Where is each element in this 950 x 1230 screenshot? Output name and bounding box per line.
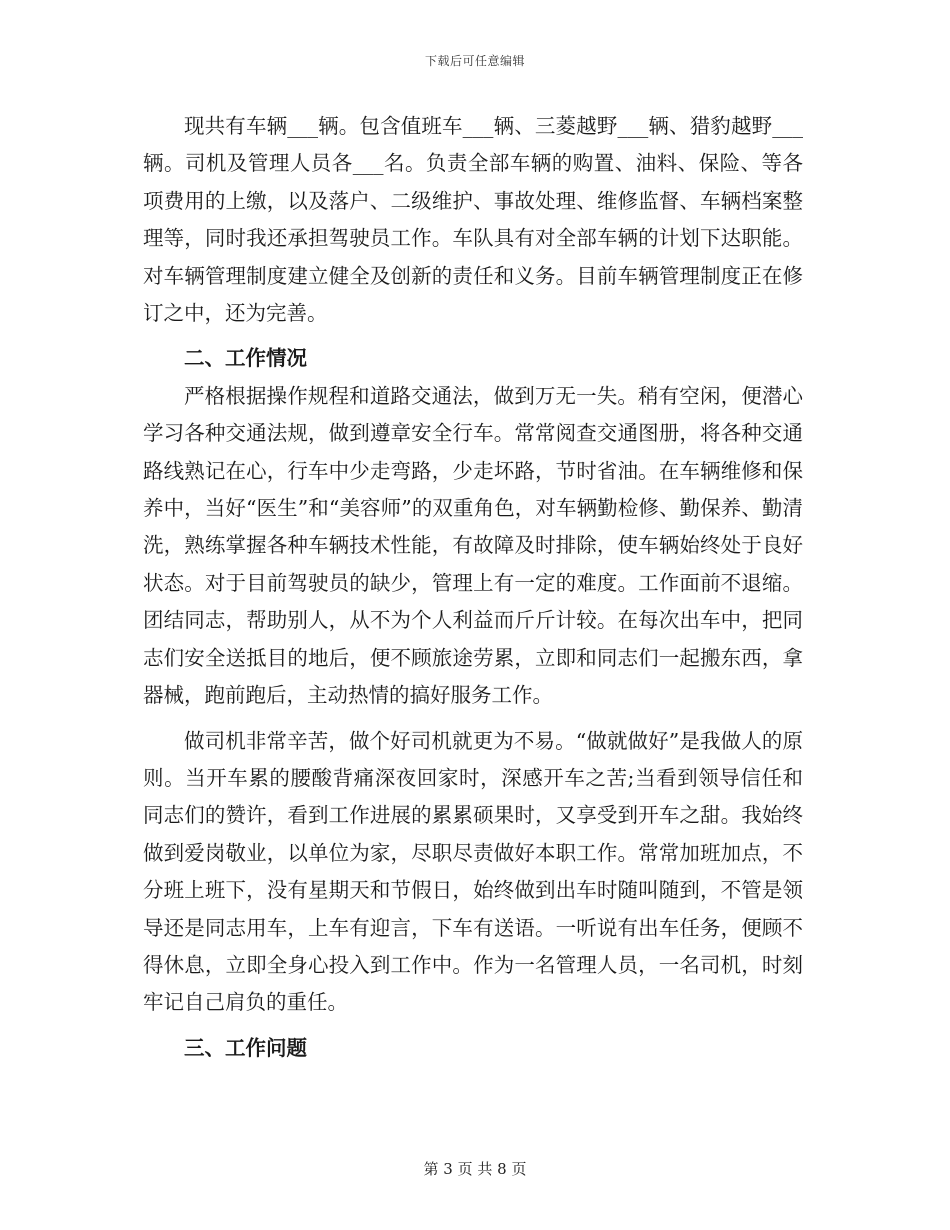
paragraph-driver-duties: 做司机非常辛苦，做个好司机就更为不易。“做就做好”是我做人的原则。当开车累的腰酸背痛深夜回家时，深感开车之苦;当看到领导信任和同志们的赞许，看到工作进展的累累硕果时，又享受到开车之甜。我始终做到爱岗敬业，以单位为家，尽职尽责做好本职工作。常常加班加点，不分班上班下，没有星期天和节假日，始终做到出车时随叫随到，不管是领导还是同志用车，上车有迎言，下车有送语。一听说有出车任务，便顾不得休息，立即全身心投入到工作中。作为一名管理人员，一名司机，时刻牢记自己肩负的重任。 [143, 728, 803, 1015]
page-number-footer: 第 3 页 共 8 页 [423, 1160, 527, 1178]
section-heading-work-problems: 三、工作问题 [184, 1035, 307, 1060]
section-heading-work-status: 二、工作情况 [184, 346, 307, 371]
paragraph-vehicle-overview: 现共有车辆___辆。包含值班车___辆、三菱越野___辆、猎豹越野___辆。司机及管理人员各___名。负责全部车辆的购置、油料、保险、等各项费用的上缴，以及落户、二级维护、事故处理、维修监督、车辆档案整理等，同时我还承担驾驶员工作。车队具有对全部车辆的计划下达职能。对车辆管理制度建立健全及创新的责任和义务。目前车辆管理制度正在修订之中，还为完善。 [143, 114, 803, 326]
paragraph-work-status: 严格根据操作规程和道路交通法，做到万无一失。稍有空闲，便潜心学习各种交通法规，做到遵章安全行车。常常阅查交通图册，将各种交通路线熟记在心，行车中少走弯路，少走坏路，节时省油。在车辆维修和保养中，当好“医生”和“美容师”的双重角色，对车辆勤检修、勤保养、勤清洗，熟练掌握各种车辆技术性能，有故障及时排除，使车辆始终处于良好状态。对于目前驾驶员的缺少，管理上有一定的难度。工作面前不退缩。团结同志，帮助别人，从不为个人利益而斤斤计较。在每次出车中，把同志们安全送抵目的地后，便不顾旅途劳累，立即和同志们一起搬东西，拿器械，跑前跑后，主动热情的搞好服务工作。 [143, 383, 803, 708]
page-header-note: 下载后可任意编辑 [424, 54, 525, 68]
document-body [143, 108, 803, 1067]
